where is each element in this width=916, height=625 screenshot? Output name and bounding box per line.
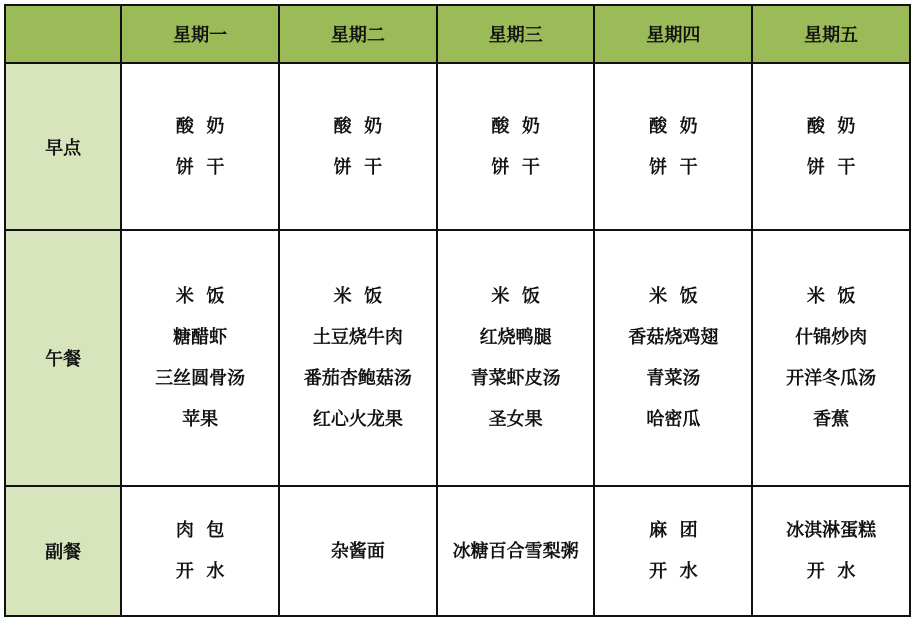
menu-item: 酸 奶 <box>175 115 225 137</box>
meal-row-lunch <box>5 230 910 486</box>
menu-item: 米 饭 <box>333 286 383 307</box>
menu-item: 饼 干 <box>491 156 540 178</box>
menu-item: 酸 奶 <box>333 115 383 137</box>
header-row <box>5 5 910 63</box>
meal-row-snack <box>5 486 910 616</box>
menu-item: 麻 团 <box>649 520 698 541</box>
meal-label-lunch: 午餐 <box>5 230 121 486</box>
menu-item: 米 饭 <box>175 286 225 307</box>
day-header-tuesday: 星期二 <box>279 5 437 63</box>
menu-item: 哈密瓜 <box>646 409 701 430</box>
menu-item: 开 水 <box>806 561 856 582</box>
meal-row-breakfast <box>5 63 910 230</box>
menu-item: 红烧鸭腿 <box>479 327 552 348</box>
menu-cell-snack-friday <box>752 486 910 616</box>
menu-item: 什锦炒肉 <box>795 327 868 348</box>
meal-label-snack: 副餐 <box>5 486 121 616</box>
day-header-monday: 星期一 <box>121 5 279 63</box>
menu-item: 糖醋虾 <box>173 327 228 348</box>
menu-item: 开 水 <box>175 561 225 582</box>
menu-item: 米 饭 <box>491 286 540 307</box>
menu-cell-snack-thursday <box>594 486 752 616</box>
menu-item: 冰淇淋蛋糕 <box>786 520 877 541</box>
menu-item: 饼 干 <box>333 156 383 178</box>
menu-item: 三丝圆骨汤 <box>155 368 246 389</box>
menu-item: 饼 干 <box>806 156 856 178</box>
menu-cell-breakfast-wednesday <box>437 63 595 230</box>
menu-item: 米 饭 <box>649 286 698 307</box>
menu-cell-lunch-monday <box>121 230 279 486</box>
weekly-menu-table <box>4 4 911 617</box>
menu-cell-lunch-wednesday <box>437 230 595 486</box>
menu-item: 酸 奶 <box>491 115 540 137</box>
menu-item: 冰糖百合雪梨粥 <box>452 540 579 562</box>
menu-item: 香蕉 <box>813 409 850 430</box>
menu-item: 香菇烧鸡翅 <box>628 327 719 348</box>
menu-item: 饼 干 <box>175 156 225 178</box>
menu-cell-breakfast-monday <box>121 63 279 230</box>
menu-item: 青菜虾皮汤 <box>470 368 561 389</box>
menu-item: 番茄杏鲍菇汤 <box>303 368 412 389</box>
menu-item: 红心火龙果 <box>312 409 403 430</box>
day-header-friday: 星期五 <box>752 5 910 63</box>
menu-item: 杂酱面 <box>330 540 385 562</box>
menu-cell-snack-wednesday <box>437 486 595 616</box>
day-header-thursday: 星期四 <box>594 5 752 63</box>
menu-cell-breakfast-thursday <box>594 63 752 230</box>
menu-item: 肉 包 <box>175 520 225 541</box>
header-corner-cell <box>5 5 121 63</box>
menu-item: 开洋冬瓜汤 <box>786 368 877 389</box>
menu-item: 开 水 <box>649 561 698 582</box>
menu-item: 酸 奶 <box>649 115 698 137</box>
menu-cell-snack-tuesday <box>279 486 437 616</box>
menu-cell-lunch-tuesday <box>279 230 437 486</box>
menu-item: 青菜汤 <box>646 368 701 389</box>
menu-cell-lunch-friday <box>752 230 910 486</box>
menu-item: 饼 干 <box>649 156 698 178</box>
menu-item: 酸 奶 <box>806 115 856 137</box>
menu-item: 圣女果 <box>488 409 543 430</box>
menu-cell-snack-monday <box>121 486 279 616</box>
day-header-wednesday: 星期三 <box>437 5 595 63</box>
menu-cell-breakfast-friday <box>752 63 910 230</box>
meal-label-breakfast: 早点 <box>5 63 121 230</box>
menu-item: 苹果 <box>182 409 219 430</box>
menu-cell-lunch-thursday <box>594 230 752 486</box>
menu-cell-breakfast-tuesday <box>279 63 437 230</box>
menu-item: 土豆烧牛肉 <box>312 327 403 348</box>
menu-item: 米 饭 <box>806 286 856 307</box>
